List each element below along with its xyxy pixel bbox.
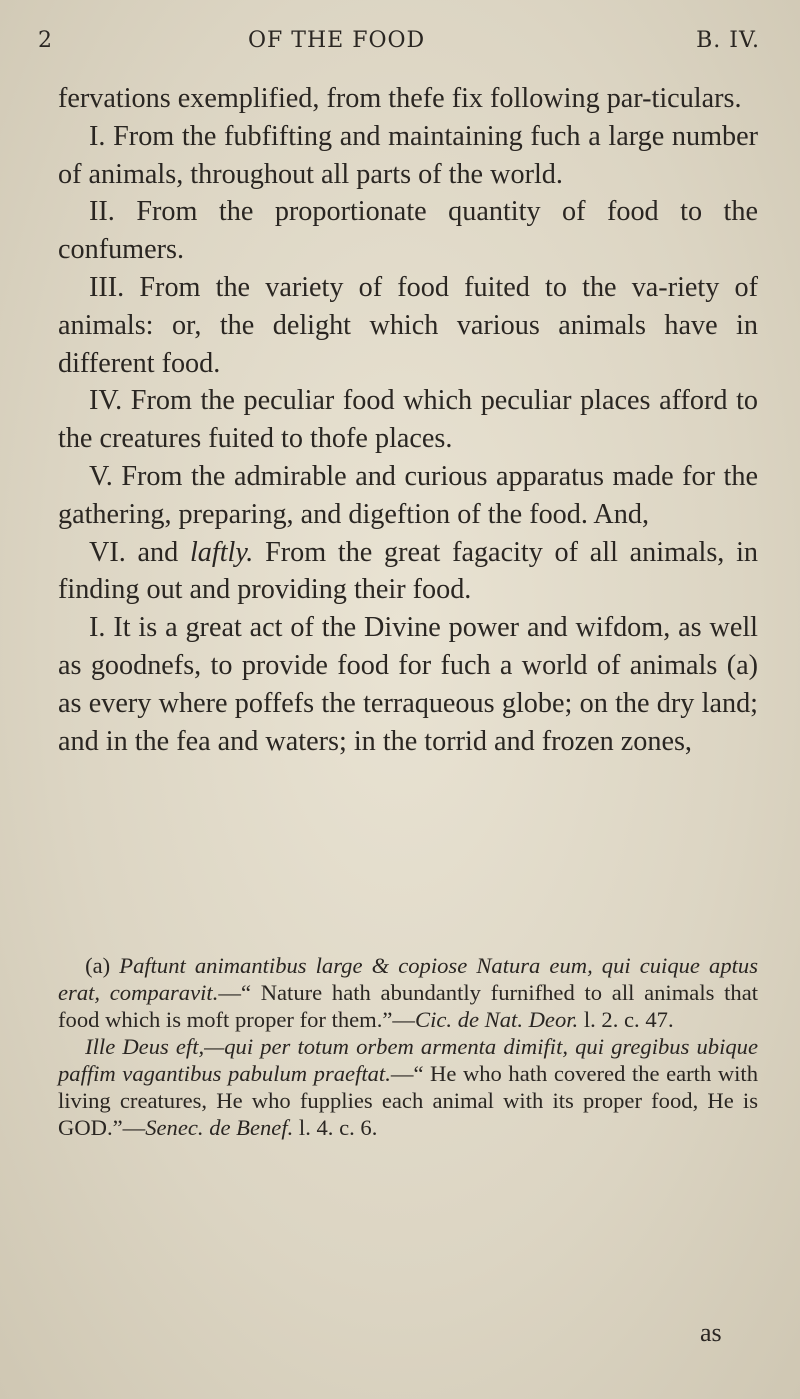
- item-6-lastly: laftly.: [189, 536, 254, 568]
- footnote-mark: (a): [85, 953, 120, 978]
- paragraph-item-4: IV. From the peculiar food which peculiar places afford to the creatures fuited to thofe places.: [58, 385, 758, 455]
- paragraph-item-1: I. From the fubfifting and maintaining fuch a large number of animals, throughout all parts of the world.: [58, 120, 758, 190]
- paragraph-intro: fervations exemplified, from thefe fix following par-ticulars.: [58, 83, 742, 114]
- item-6-lead: VI. and: [89, 536, 190, 568]
- page-number: 2: [38, 28, 53, 53]
- book-reference: B. IV.: [696, 28, 760, 53]
- paragraph-item-3: III. From the variety of food fuited to the va-riety of animals: or, the delight which various animals have in different food.: [58, 271, 758, 379]
- footnote-latin-quote: Ille Deus eft,—qui per totum orbem armenta dimifit, qui gregibus ubique paffim vagantibus pabulum praeftat.: [58, 1034, 758, 1086]
- item-6-body: From the great fagacity of all animals, in finding out and providing their food.: [58, 536, 758, 606]
- running-header: [38, 28, 760, 60]
- paragraph-item-5: V. From the admirable and curious apparatus made for the gathering, preparing, and digeftion of the food. And,: [58, 460, 758, 530]
- footnote-latin-quote: Paftunt animantibus large & copiose Natura eum, qui cuique aptus erat, comparavit.: [58, 953, 758, 1005]
- footnote-reference: l. 2. c. 47.: [578, 1007, 674, 1032]
- main-text: [58, 80, 758, 760]
- paragraph-item-2: II. From the proportionate quantity of food to the confumers.: [58, 196, 758, 266]
- running-title: OF THE FOOD: [248, 28, 426, 53]
- footnote-b: [58, 1033, 758, 1141]
- footnote-source: Cic. de Nat. Deor.: [415, 1007, 579, 1032]
- catchword: as: [700, 1318, 722, 1347]
- footnote-a: [58, 952, 758, 1033]
- footnote-translation: —“ Nature hath abundantly furnifhed to all animals that food which is moft proper for them.”—: [58, 980, 758, 1032]
- footnotes: [58, 952, 758, 1141]
- footnote-translation: —“ He who hath covered the earth with living creatures, He who fupplies each animal with its proper food, He is GOD.”—: [58, 1061, 758, 1140]
- footnote-source: Senec. de Benef.: [145, 1115, 294, 1140]
- footnote-reference: l. 4. c. 6.: [293, 1115, 378, 1140]
- paragraph-section-1: I. It is a great act of the Divine power and wifdom, as well as goodnefs, to provide food for fuch a world of animals (a) as every where poffefs the terraqueous globe; on the dry land; and in the fea and waters; in the torrid and frozen zones,: [58, 612, 758, 757]
- paragraph-item-6: [58, 534, 758, 610]
